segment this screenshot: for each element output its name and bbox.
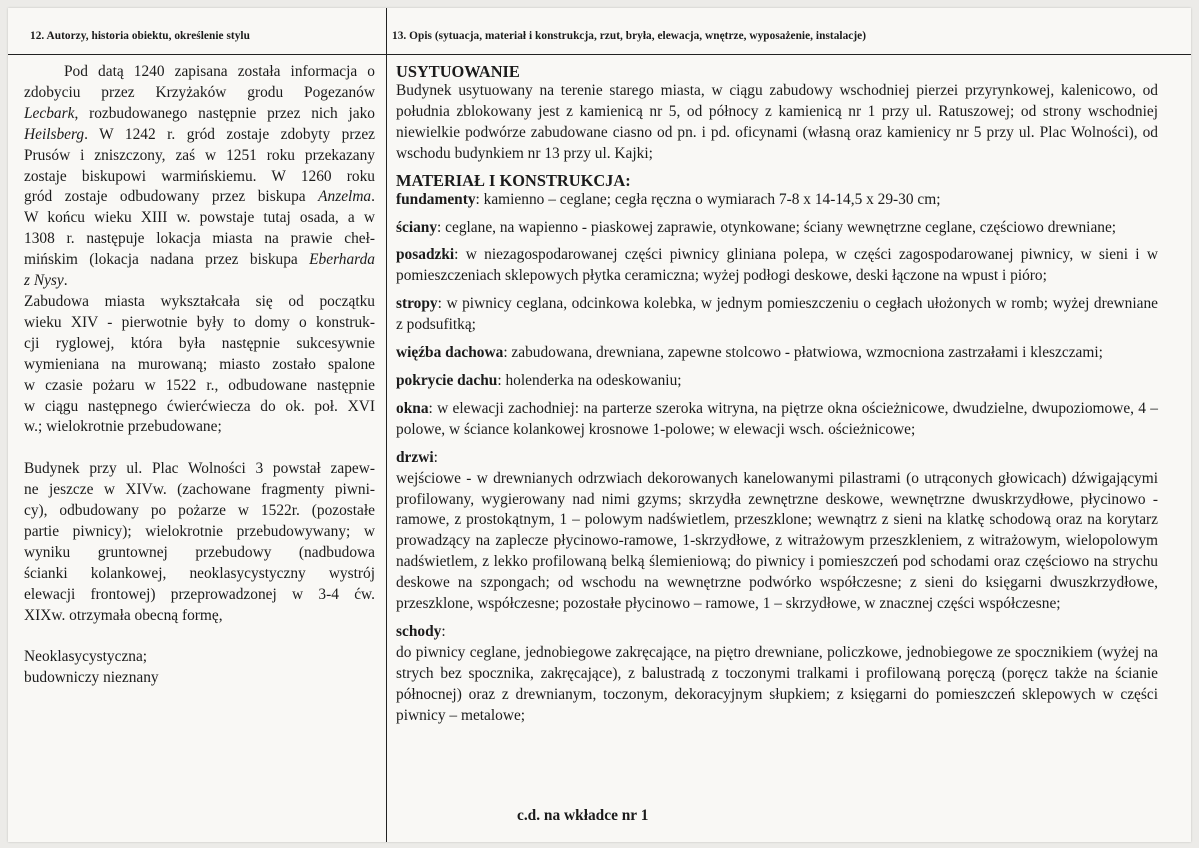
text-line: 1308 r. następuje lokacja miasta na prawie cheł- [24, 230, 375, 248]
material-item-posadzki: posadzki: w niezagospodarowanej części piwnicy gliniana polepa, w części zagospodarowanej piwnicy, w sieni i w pomieszczeniach sklepowych płytka ceramiczna; wyżej podłogi deskowe, deski łączone na wpust i pióro; [396, 246, 1158, 285]
text-line: mińskim (lokacja nadana przez biskupa Eberharda [24, 251, 375, 269]
person-name: Anzelma [318, 188, 372, 206]
text-line: gród zostaje odbudowany przez biskupa Anzelma. [24, 188, 375, 206]
text-line: Budynek przy ul. Plac Wolności 3 powstał zapew- [24, 460, 375, 478]
text-line: z Nysy. [24, 272, 68, 290]
schody-label-line: schody: [396, 622, 446, 640]
text-line: ne jeszcze w XIVw. (zachowane fragmenty piwni- [24, 481, 375, 499]
item-label: posadzki [396, 246, 455, 264]
text-line: Lecbark, rozbudowanego następnie przez nich jako [24, 104, 375, 122]
material-item-pokrycie: pokrycie dachu: holenderka na odeskowaniu; [396, 371, 682, 389]
section-13-header: 13. Opis (sytuacja, materiał i konstrukcja, rzut, bryła, elewacja, wnętrze, wyposażenie, instalacje) [392, 30, 867, 42]
building-history-paragraph [24, 459, 375, 626]
item-label: więźba dachowa [396, 344, 504, 362]
material-item-sciany: ściany: ceglane, na wapienno - piaskowej zaprawie, otynkowane; ściany wewnętrzne ceglane, częściowo drewniane; [396, 218, 1117, 236]
text-line: ścianki kolankowej, neoklasycystyczny wystrój [24, 564, 375, 582]
text-line: wymieniana na murowaną; miasto zostało spalone [24, 355, 375, 373]
style-and-author-paragraph [24, 647, 375, 689]
text-line: cy), odbudowany po pożarze w 1522r. (pozostałe [24, 502, 375, 520]
place-name: Heilsberg [24, 125, 85, 143]
text-line: w ciągu następnego ćwierćwiecza do ok. poł. XVI [24, 397, 375, 415]
schody-text: do piwnicy ceglane, jednobiegowe zakręcające, na piętro drewniane, policzkowe, jednobiegowe ze spocznikiem (wyżej na strych bez spocznika, zakręcające), z balustradą z toczonymi tralkami i profilowaną poręczą (poręcz także na ścianie północnej) oraz z drewnianym, toczonym, dekoracyjnym słupkiem; z księgarni do pomieszczeń sklepowych w części piwnicy – metalowe; [396, 643, 1158, 724]
text-line: W końcu wieku XIII w. powstaje tutaj osada, a w [24, 209, 375, 227]
text-line: elewacji frontowej) przeprowadzonej w 3-4 ćw. [24, 585, 375, 603]
item-label: ściany [396, 218, 438, 236]
header-divider [8, 54, 1191, 55]
text-line: Pod datą 1240 zapisana została informacja o [64, 63, 375, 80]
item-label: fundamenty [396, 190, 476, 208]
column-divider [386, 8, 387, 842]
text-line: w.; wielokrotnie przebudowane; [24, 418, 222, 436]
document-sheet [8, 8, 1191, 842]
usytuowanie-text: Budynek usytuowany na terenie starego miasta, w ciągu zabudowy wschodniej pierzei przyrynkowej, kalenicowo, od południa zblokowany jest z kamienicą nr 5, od północy z kamienicą nr 1 przy ul. Ratuszowej; od strony wschodniej niewielkie podwórze zabudowane ciasno od pn. i pd. oficynami (własną oraz kamienicy nr 5 przy ul. Plac Wolności), od wschodu budynkiem nr 13 przy ul. Kajki; [396, 82, 1158, 162]
place-name: Lecbark [24, 104, 75, 122]
text-line: cji ryglowej, która była następnie sukcesywnie [24, 334, 375, 352]
continuation-note: c.d. na wkładce nr 1 [517, 807, 649, 824]
text-line: Prusów i zniszczony, zaś w 1251 roku przekazany [24, 146, 375, 164]
author-line: budowniczy nieznany [24, 669, 159, 687]
history-paragraph-2 [24, 292, 375, 438]
material-heading: MATERIAŁ I KONSTRUKCJA: [396, 170, 631, 190]
style-line: Neoklasycystyczna; [24, 648, 148, 666]
text-line: wieku XIV - pierwotnie były to domy o konstruk- [24, 313, 375, 331]
section-12-header: 12. Autorzy, historia obiektu, określenie stylu [30, 30, 250, 42]
text-line: Zabudowa miasta wykształcała się od początku [24, 292, 375, 310]
text-line: XIXw. otrzymała obecną formę, [24, 606, 223, 624]
drzwi-label-line: drzwi: [396, 448, 438, 466]
item-label: drzwi [396, 448, 434, 466]
drzwi-text: wejściowe - w drewnianych odrzwiach dekorowanych kanelowanymi pilastrami (o utrąconych głowicach) dźwigającymi profilowany, wygierowany nad nimi gzyms; skrzydła zewnętrzne deskowe, wewnętrzne dwuskrzydłowe, płycinowo - ramowe, z prostokątnym, 1 – polowym nadświetlem, przeszklone; wewnątrz z sieni na klatkę schodową oraz na korytarz prowadzący na zaplecze płycinowo-ramowe, 1-skrzydłowe, z witrażowym przeszkleniem, z witrażowym, wielopolowym nadświetlem, z lekko profilowaną belką ślemieniową; do piwnicy i pomieszczeń pod schodami oraz częściowo na strychu deskowe na szpongach; od wschodu na wewnętrzne podwórko współczesne; z sieni do księgarni dwuszkrzydłowe, przeszklone, współczesne; pozostałe płycinowo – ramowe, 1 – skrzydłowe, w znacznej części współczesne; [396, 469, 1158, 613]
text-line: zdobyciu przez Krzyżaków grodu Pogezanów [24, 83, 375, 101]
history-paragraph-1 [24, 62, 375, 292]
text-line: wyniku gruntownej przebudowy (nadbudowa [24, 543, 375, 561]
person-name: z Nysy [24, 272, 64, 290]
material-item-fundamenty: fundamenty: kamienno – ceglane; cegła ręczna o wymiarach 7-8 x 14-14,5 x 29-30 cm; [396, 190, 941, 208]
description-column [396, 62, 1158, 726]
person-name: Eberharda [309, 251, 375, 269]
item-label: okna [396, 399, 429, 417]
text-line: Heilsberg. W 1242 r. gród zostaje zdobyty przez [24, 125, 375, 143]
item-label: stropy [396, 295, 438, 313]
item-label: pokrycie dachu [396, 371, 498, 389]
material-item-stropy: stropy: w piwnicy ceglana, odcinkowa kolebka, w jednym pomieszczeniu o cegłach ułożonych w romb; wyżej drewniane z podsufitką; [396, 295, 1158, 334]
usytuowanie-heading: USYTUOWANIE [396, 62, 520, 81]
history-column [24, 62, 375, 689]
material-item-okna: okna: w elewacji zachodniej: na parterze szeroka witryna, na piętrze okna ościeżnicowe, dwudzielne, dwupoziomowe, 4 – polowe, w ściance kolankowej krosnowe 1-polowe; w elewacji wsch. ościeżnicowe; [396, 399, 1158, 438]
text-line: partie piwnicy); wielokrotnie przebudowywany; w [24, 522, 375, 540]
material-item-wiezba: więźba dachowa: zabudowana, drewniana, zapewne stolcowo - płatwiowa, wzmocniona zastrzałami i kleszczami; [396, 344, 1103, 362]
text-line: zostaje biskupowi warmińskiemu. W 1260 roku [24, 167, 375, 185]
text-line: w czasie pożaru w 1522 r., odbudowane następnie [24, 376, 375, 394]
item-label: schody [396, 622, 442, 640]
